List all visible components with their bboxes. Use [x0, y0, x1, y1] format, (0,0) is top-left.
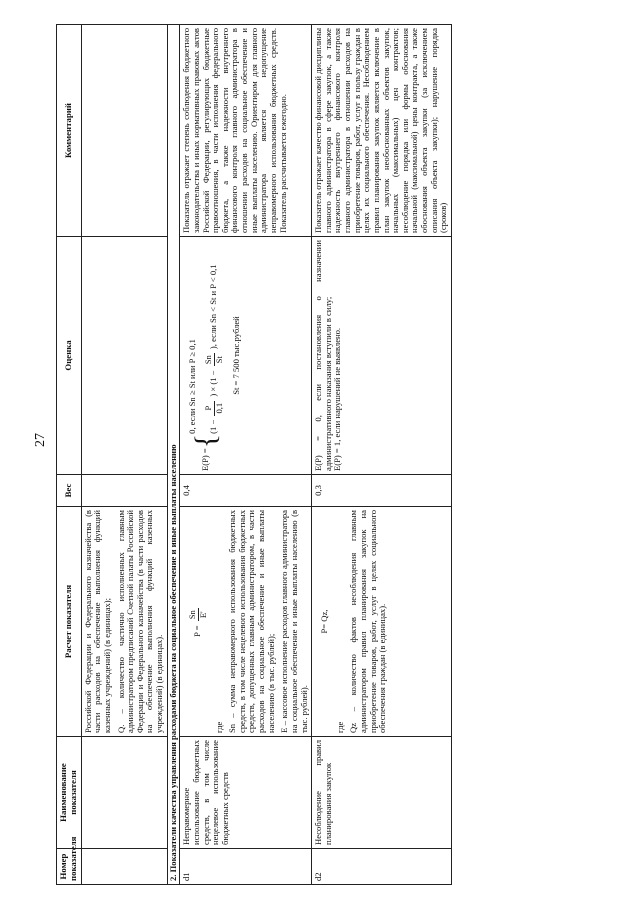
- d1-where: где: [213, 721, 224, 733]
- d1-def-e: E – кассовое исполнение расходов главного администратора на социальное обеспечение и иные выплаты населению (в тыс. рублей).: [279, 510, 309, 733]
- d2-name: Несоблюдение правил планирования закупок: [312, 737, 452, 849]
- d1-num: d1: [180, 849, 312, 885]
- cont-weight: [81, 475, 167, 507]
- d2-weight: 0,3: [312, 475, 452, 507]
- cont-name: [81, 737, 167, 849]
- continuation-row: [81, 25, 167, 885]
- rotated-table-container: [56, 25, 640, 885]
- section-row: [167, 25, 180, 885]
- d1-case2-part-a: (1 −: [208, 419, 219, 434]
- d2-def: Qz – количество фактов несоблюдения главным администратором правил планирования закупок на приобретение товаров, работ, услуг в целях социального обеспечения граждан (в единицах).: [348, 510, 388, 733]
- d1-weight: 0,4: [180, 475, 312, 507]
- d1-score-case1: 0, если Sn ≥ St или P ≥ 0,1: [187, 339, 198, 434]
- indicators-table: [56, 24, 452, 885]
- d1-score-st: St = 7 500 тыс.рублей: [231, 316, 242, 395]
- header-comment: Комментарий: [57, 25, 82, 237]
- header-num: Номер показателя: [57, 849, 82, 885]
- d1-score-lhs: E(P) =: [200, 448, 211, 471]
- cont-calc-line: Q. – количество частично исполненных главным администратором предписаний Счетной палаты Российской Федерации и Федерального казначейства (в части расходов на обеспечение выполнения функций казенных учреждений) (в единицах).: [115, 510, 165, 733]
- d1-case2-frac-p: [204, 401, 224, 416]
- d1-score: [180, 237, 312, 475]
- header-score: Оценка: [57, 237, 82, 475]
- d1-formula-lhs: P =: [192, 625, 203, 637]
- d2-score-line2: E(P) = 1, если нарушений не выявлено.: [332, 327, 343, 471]
- d1-case2-p-den: 0,1: [213, 402, 224, 414]
- table-row-d1: [180, 25, 312, 885]
- d2-num: d2: [312, 849, 452, 885]
- cont-comment: [81, 25, 167, 237]
- d1-score-formula: [188, 240, 224, 471]
- d1-score-brace: {: [189, 433, 223, 449]
- cont-calc-line: Российской Федерации и Федерального казначейства (в части расходов на обеспечение выполнения функций казенных учреждений) (в единицах);: [82, 510, 112, 733]
- cont-num: [81, 849, 167, 885]
- page-number: 27: [33, 433, 48, 447]
- d1-comment: Показатель отражает степень соблюдения бюджетного законодательства и иных нормативных правовых актов Российской Федерации, регулирующих бюджетные правоотношения, в части исполнения федерального бюджета, а также надежности внутреннего финансового контроля главного администратора в отношении расходов на социальное обеспечение и иные выплаты населению. Ориентиром для главного администратора является недопущение неправомерного использования бюджетных средств. Показатель рассчитывается ежегодно.: [180, 25, 312, 237]
- cont-score: [81, 237, 167, 475]
- d1-name: Неправомерное использование бюджетных средств, в том числе нецелевое использование бюджетных средств: [180, 737, 312, 849]
- d1-case2-p-num: P: [204, 401, 215, 416]
- d1-calc: [180, 507, 312, 737]
- d1-formula-num: Sn: [187, 610, 198, 620]
- d1-formula-fraction: [188, 608, 208, 621]
- header-calc: Расчет показателя: [57, 507, 82, 737]
- d1-case2-frac-s: [204, 353, 224, 366]
- section-title: 2. Показатели качества управления расходами бюджета на социальное обеспечение и иные выплаты населению: [167, 25, 180, 885]
- table-row-d2: [312, 25, 452, 885]
- d1-formula-den: E': [197, 611, 208, 619]
- header-weight: Вес: [57, 475, 82, 507]
- d1-score-case2: [204, 264, 224, 433]
- header-row: [57, 25, 82, 885]
- d1-formula: [188, 510, 208, 733]
- d1-def-sn: Sn – сумма неправомерного использования бюджетных средств, в том числе нецелевого использования бюджетных средств, допущенных главным администратором, в части расходов на социальное обеспечение и иные выплаты населению (в тыс. рублей);: [227, 510, 276, 733]
- d2-calc: [312, 507, 452, 737]
- d1-score-cases: [188, 264, 224, 433]
- d1-case2-part-c: ), если Sn < St и P < 0,1: [208, 264, 219, 350]
- cont-calc: [81, 507, 167, 737]
- d1-case2-s-den: St: [213, 356, 224, 364]
- d2-comment: Показатель отражает качество финансовой дисциплины главного администратора в сфере закупок, а также надежность внутреннего финансового контроля главного администратора в отношении расходов на приобретение товаров, работ, услуг в пользу граждан в целях их социального обеспечения. Несоблюдением правил планирования закупок является включение в план закупок необоснованных объектов закупок, начальных (максимальных) цен контрактов; несоблюдение порядка или формы обоснования начальной (максимальной) цены контракта, а также обоснования объекта закупки (за исключением описания объекта закупки); нарушение порядка (сроков): [312, 25, 452, 237]
- header-name: Наименование показателя: [57, 737, 82, 849]
- d1-case2-s-num: Sn: [202, 355, 213, 365]
- d1-case2-part-b: ) × (1 −: [208, 370, 219, 397]
- d2-score: [312, 237, 452, 475]
- d2-formula: P= Qz,: [319, 609, 330, 634]
- d2-where: где: [334, 721, 345, 733]
- d2-score-line1: E(P) = 0, если постановления о назначении административного наказания вступили в силу;: [313, 240, 333, 471]
